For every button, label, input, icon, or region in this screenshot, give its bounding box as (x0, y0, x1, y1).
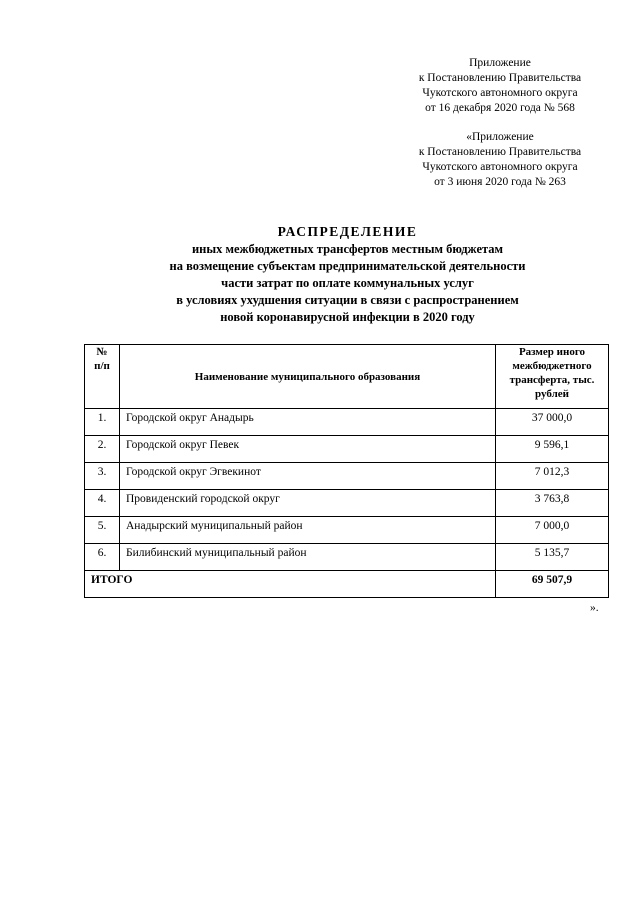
header-number-abbr: п/п (94, 360, 110, 372)
table-row (85, 517, 609, 544)
appendix-reference-current (390, 56, 610, 116)
appendix-line: от 3 июня 2020 года № 263 (434, 176, 566, 188)
row-number: 3. (85, 463, 120, 490)
row-amount: 7 012,3 (496, 463, 609, 490)
row-number: 1. (85, 409, 120, 436)
row-number: 4. (85, 490, 120, 517)
subtitle-line: на возмещение субъектам предпринимательской деятельности (169, 259, 526, 273)
subtitle-line: в условиях ухудшения ситуации в связи с распространением (176, 293, 519, 307)
total-amount: 69 507,9 (496, 571, 609, 598)
row-amount: 7 000,0 (496, 517, 609, 544)
subtitle-line: иных межбюджетных трансфертов местным бюджетам (191, 242, 504, 256)
row-amount: 37 000,0 (496, 409, 609, 436)
header-amount-line: межбюджетного (512, 360, 592, 372)
table-row (85, 463, 609, 490)
distribution-table (84, 344, 609, 598)
table-header-row (85, 345, 609, 409)
header-number (85, 345, 120, 409)
table-row (85, 544, 609, 571)
row-municipality: Провиденский городской округ (120, 490, 496, 517)
header-amount (496, 345, 609, 409)
appendix-line: «Приложение (466, 131, 534, 143)
row-amount: 9 596,1 (496, 436, 609, 463)
header-amount-line: Размер иного (518, 346, 586, 358)
header-municipality: Наименование муниципального образования (120, 345, 496, 409)
table-row (85, 436, 609, 463)
header-number-sign: № (96, 346, 108, 358)
appendix-line: от 16 декабря 2020 года № 568 (425, 102, 575, 114)
row-number: 2. (85, 436, 120, 463)
header-amount-line: рублей (535, 388, 569, 400)
appendix-reference-original (390, 130, 610, 190)
row-number: 6. (85, 544, 120, 571)
appendix-line: Чукотского автономного округа (422, 87, 578, 99)
subtitle-line: части затрат по оплате коммунальных услуг (221, 276, 474, 290)
subtitle-line: новой коронавирусной инфекции в 2020 году (220, 310, 475, 324)
table-row (85, 409, 609, 436)
row-amount: 3 763,8 (496, 490, 609, 517)
row-municipality: Городской округ Певек (120, 436, 496, 463)
document-heading (60, 223, 635, 326)
row-municipality: Городской округ Анадырь (120, 409, 496, 436)
total-label: ИТОГО (85, 571, 496, 598)
row-municipality: Анадырский муниципальный район (120, 517, 496, 544)
appendix-line: Чукотского автономного округа (422, 161, 578, 173)
document-title: РАСПРЕДЕЛЕНИЕ (277, 224, 418, 239)
row-amount: 5 135,7 (496, 544, 609, 571)
header-amount-line: трансферта, тыс. (509, 374, 595, 386)
closing-quote-mark: ». (590, 602, 599, 614)
appendix-line: Приложение (469, 57, 531, 69)
appendix-line: к Постановлению Правительства (418, 146, 582, 158)
appendix-line: к Постановлению Правительства (418, 72, 582, 84)
row-municipality: Городской округ Эгвекинот (120, 463, 496, 490)
row-number: 5. (85, 517, 120, 544)
row-municipality: Билибинский муниципальный район (120, 544, 496, 571)
table-row (85, 490, 609, 517)
table-total-row (85, 571, 609, 598)
